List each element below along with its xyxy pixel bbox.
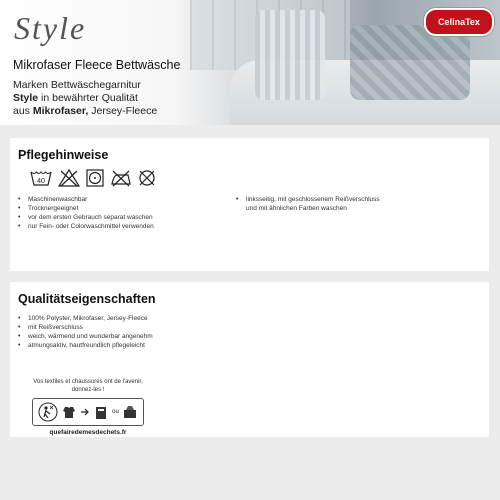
arrow-right-icon <box>80 407 90 417</box>
tumble-dry-icon <box>86 169 104 187</box>
triman-block <box>32 378 144 437</box>
triman-or-label: ou <box>112 409 119 415</box>
list-item: • 100% Polyster, Mikrofaser, Jersey-Fleece <box>18 314 188 323</box>
product-subtitle: Marken Bettwäschegarnitur <box>13 79 141 91</box>
header-banner <box>0 0 500 125</box>
triman-person-icon <box>38 402 58 422</box>
quality-heading: Qualitätseigenschaften <box>18 292 156 306</box>
care-list-right <box>236 195 386 213</box>
list-item: • atmungsaktiv, hautfreundlich pflegeleicht <box>18 341 188 350</box>
quality-card <box>10 282 489 437</box>
quality-list <box>18 314 188 350</box>
striped-pillow-image <box>255 10 325 100</box>
no-iron-icon <box>110 169 132 187</box>
product-material-line <box>13 105 157 117</box>
list-item: • mit Reißverschluss <box>18 323 188 332</box>
list-item: • vor dem ersten Gebrauch separat waschen <box>18 213 188 222</box>
style-title: Style <box>14 10 87 46</box>
wash-40-icon <box>30 169 52 187</box>
list-item: • Maschinenwaschbar <box>18 195 188 204</box>
quality-text: in bewährter Qualität <box>38 92 138 104</box>
care-heading: Pflegehinweise <box>18 148 109 162</box>
triman-website[interactable]: quefairedemesdechets.fr <box>49 429 127 436</box>
collection-bin-icon <box>93 404 109 420</box>
no-dry-clean-icon <box>138 169 156 187</box>
list-item: • Trocknergeeignet <box>18 204 188 213</box>
no-bleach-icon <box>58 169 80 187</box>
material-rest: Jersey-Fleece <box>88 105 158 117</box>
material-bold: Mikrofaser, <box>32 105 89 117</box>
care-symbols <box>30 169 156 187</box>
list-item: • weich, wärmend und wunderbar angenehm <box>18 332 188 341</box>
patterned-pillow-image <box>350 25 470 100</box>
care-card <box>10 138 489 271</box>
style-bold: Style <box>13 92 39 104</box>
triman-icons <box>32 398 144 426</box>
list-item: • linksseitig, mit geschlossenem Reißverschluss und mit ähnlichen Farben waschen <box>236 195 386 213</box>
clothes-icon <box>61 404 77 420</box>
brand-logo: CelinaTex <box>424 8 494 36</box>
product-quality-line <box>13 92 138 104</box>
material-prefix: aus <box>13 105 33 117</box>
list-item: • nur Fein- oder Colorwaschmittel verwenden <box>18 222 188 231</box>
wash-temp-label: 40 <box>37 178 45 185</box>
triman-text: Vos textiles et chaussures ont de l'avenir, donnez-les ! <box>33 379 143 393</box>
donation-box-icon <box>122 404 138 420</box>
care-list-left <box>18 195 188 231</box>
product-name: Mikrofaser Fleece Bettwäsche <box>13 58 181 72</box>
